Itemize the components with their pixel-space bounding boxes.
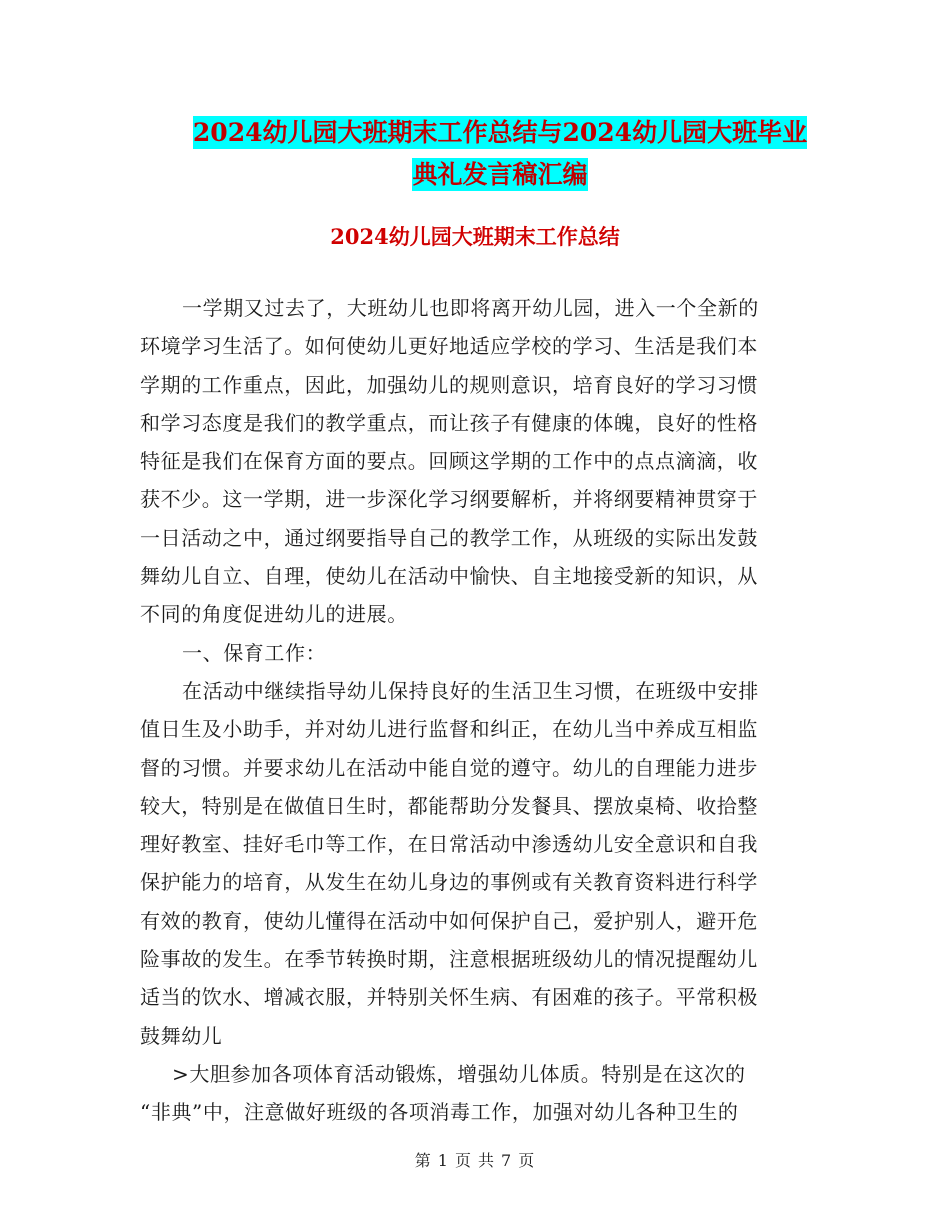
section-title: 2024幼儿园大班期末工作总结 bbox=[330, 224, 620, 249]
footer-prefix: 第 bbox=[414, 1151, 432, 1170]
body-line: 险事故的发生。在季节转换时期，注意根据班级幼儿的情况提醒幼儿 bbox=[140, 947, 758, 972]
body-line: 获不少。这一学期，进一步深化学习纲要解析，并将纲要精神贯穿于 bbox=[140, 487, 758, 512]
current-page-number: 1 bbox=[437, 1151, 449, 1170]
body-line: 不同的角度促进幼儿的进展。 bbox=[140, 602, 408, 627]
body-line: “非典”中，注意做好班级的各项消毒工作，加强对幼儿各种卫生的 bbox=[140, 1100, 739, 1125]
footer-suffix: 页 bbox=[518, 1151, 536, 1170]
body-line: 鼓舞幼儿 bbox=[140, 1023, 223, 1048]
body-line: 理好教室、挂好毛巾等工作，在日常活动中渗透幼儿安全意识和自我 bbox=[140, 832, 758, 857]
page-footer bbox=[0, 1148, 950, 1171]
body-line: 在活动中继续指导幼儿保持良好的生活卫生习惯，在班级中安排 bbox=[182, 678, 759, 703]
body-line: 特征是我们在保育方面的要点。回顾这学期的工作中的点点滴滴，收 bbox=[140, 449, 758, 474]
body-line: 环境学习生活了。如何使幼儿更好地适应学校的学习、生活是我们本 bbox=[140, 334, 758, 359]
title-line-1: 2024幼儿园大班期末工作总结与2024幼儿园大班毕业 bbox=[192, 118, 808, 147]
total-pages-number: 7 bbox=[501, 1151, 513, 1170]
body-line: 有效的教育，使幼儿懂得在活动中如何保护自己，爱护别人，避开危 bbox=[140, 908, 758, 933]
document-body bbox=[140, 289, 812, 1132]
section-heading: 一、保育工作： bbox=[182, 640, 327, 665]
title-line-2: 典礼发言稿汇编 bbox=[412, 160, 588, 189]
document-title bbox=[150, 112, 850, 196]
body-line: 舞幼儿自立、自理，使幼儿在活动中愉快、自主地接受新的知识，从 bbox=[140, 564, 758, 589]
body-line: 值日生及小助手，并对幼儿进行监督和纠正，在幼儿当中养成互相监 bbox=[140, 717, 758, 742]
body-line: 适当的饮水、增减衣服，并特别关怀生病、有困难的孩子。平常积极 bbox=[140, 985, 758, 1010]
body-line: 一日活动之中，通过纲要指导自己的教学工作，从班级的实际出发鼓 bbox=[140, 525, 758, 550]
body-line: 一学期又过去了，大班幼儿也即将离开幼儿园，进入一个全新的 bbox=[182, 296, 759, 320]
body-line: 督的习惯。并要求幼儿在活动中能自觉的遵守。幼儿的自理能力进步 bbox=[140, 755, 758, 780]
body-line: 和学习态度是我们的教学重点，而让孩子有健康的体魄，良好的性格 bbox=[140, 410, 758, 435]
footer-total-label: 共 bbox=[478, 1151, 496, 1170]
body-line: 较大，特别是在做值日生时，都能帮助分发餐具、摆放桌椅、收拾整 bbox=[140, 793, 758, 818]
footer-page-label: 页 bbox=[454, 1151, 472, 1170]
body-line: 学期的工作重点，因此，加强幼儿的规则意识，培育良好的学习习惯 bbox=[140, 372, 758, 397]
body-line: 保护能力的培育，从发生在幼儿身边的事例或有关教育资料进行科学 bbox=[140, 870, 758, 895]
body-line: >大胆参加各项体育活动锻炼，增强幼儿体质。特别是在这次的 bbox=[172, 1061, 746, 1086]
